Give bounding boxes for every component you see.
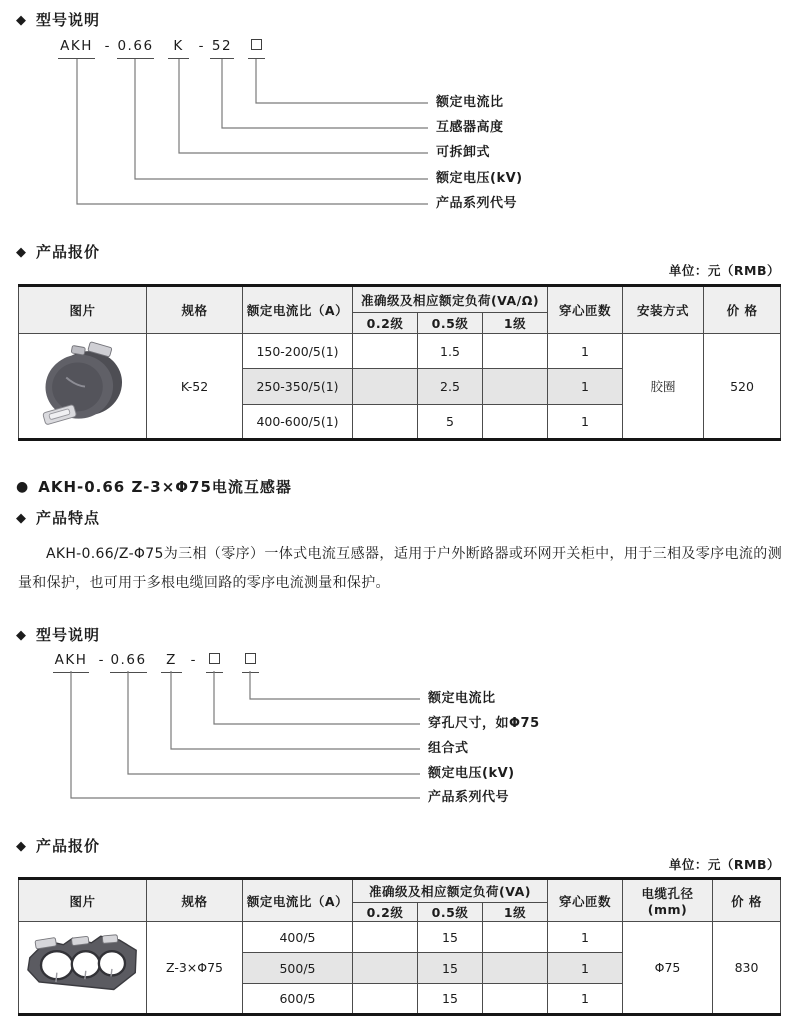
cell-turns: 1 [548,405,623,440]
section-label: 产品报价 [36,837,101,855]
cell-class-05: 5 [418,405,483,440]
model-code-diagram-1 [0,34,800,218]
connector-lines [0,648,460,812]
col-header-picture: 图片 [19,879,147,922]
code-label-detachable-type: 可拆卸式 [436,145,491,160]
code-label-combined-type: 组合式 [428,741,469,756]
diamond-icon: ◆ [16,13,27,28]
code-type: K [168,38,189,59]
col-header-class-1: 1级 [483,313,548,334]
pricing-table-k52 [18,284,781,441]
code-series: AKH [53,652,89,673]
diamond-icon: ◆ [16,839,27,854]
code-dash: - [190,652,196,668]
code-series: AKH [58,38,95,59]
product-image-z3 [19,922,147,1015]
cell-class-1 [483,405,548,440]
col-header-turns: 穿心匝数 [548,286,623,334]
features-paragraph: AKH-0.66/Z-Φ75为三相（零序）一体式电流互感器，适用于户外断路器或环网开关柜中，用于三相及零序电流的测量和保护，也可用于多根电缆回路的零序电流测量和保护。 [18,546,782,591]
section-title-quote-2 [16,836,100,857]
cell-ratio: 250-350/5(1) [243,369,353,405]
product-heading-label: AKH-0.66 Z-3×Φ75电流互感器 [38,478,292,496]
cell-class-02 [353,922,418,953]
section-title-quote-1 [16,242,100,263]
section-label: 产品特点 [36,509,101,527]
col-header-mounting: 安装方式 [623,286,704,334]
three-hole-ct-illustration [22,926,144,1010]
cell-class-02 [353,405,418,440]
product-heading [16,477,292,497]
cell-ratio: 150-200/5(1) [243,334,353,369]
product-image-k52 [19,334,147,440]
diamond-icon: ◆ [16,245,27,260]
section-title-model-spec-2 [16,625,100,646]
mounting-value: 胶圈 [623,334,704,440]
code-label-transformer-height: 互感器高度 [436,120,504,135]
cell-class-1 [483,922,548,953]
col-header-aperture: 电缆孔径(mm) [623,879,713,922]
diamond-icon: ◆ [16,511,27,526]
col-header-accuracy-group: 准确级及相应额定负荷(VA) [353,879,548,903]
diamond-icon: ◆ [16,628,27,643]
col-header-class-05: 0.5级 [418,903,483,922]
cell-class-02 [353,369,418,405]
code-label-series-code: 产品系列代号 [428,790,510,805]
cell-class-1 [483,369,548,405]
col-header-ratio: 额定电流比（A） [243,879,353,922]
col-header-accuracy-group: 准确级及相应额定负荷(VA/Ω) [353,286,548,313]
cell-class-05: 1.5 [418,334,483,369]
cell-ratio: 600/5 [243,984,353,1015]
cell-turns: 1 [548,334,623,369]
col-header-turns: 穿心匝数 [548,879,623,922]
col-header-class-02: 0.2级 [353,903,418,922]
code-dash: - [104,38,110,54]
code-label-rated-voltage: 额定电压(kV) [428,766,515,781]
code-voltage: 0.66 [117,38,154,59]
cell-class-02 [353,984,418,1015]
cell-ratio: 400-600/5(1) [243,405,353,440]
cell-class-05: 2.5 [418,369,483,405]
cell-class-05: 15 [418,953,483,984]
col-header-price: 价 格 [704,286,781,334]
aperture-value: Φ75 [623,922,713,1015]
code-type: Z [161,652,182,673]
unit-note-2: 单位：元（RMB） [668,857,780,872]
code-label-rated-voltage: 额定电压(kV) [436,171,523,186]
price-value: 830 [713,922,781,1015]
col-header-spec: 规格 [147,879,243,922]
cell-class-1 [483,334,548,369]
cell-ratio: 500/5 [243,953,353,984]
cell-class-02 [353,953,418,984]
unit-note-1: 单位：元（RMB） [668,263,780,278]
cell-ratio: 400/5 [243,922,353,953]
code-dash: - [198,38,204,54]
cell-turns: 1 [548,369,623,405]
col-header-class-1: 1级 [483,903,548,922]
model-code-diagram-2 [0,648,800,812]
code-label-rated-current-ratio: 额定电流比 [436,95,504,110]
col-header-price: 价 格 [713,879,781,922]
cell-turns: 1 [548,922,623,953]
code-dash: - [98,652,104,668]
section-title-features [16,508,100,529]
cell-class-05: 15 [418,984,483,1015]
cell-turns: 1 [548,984,623,1015]
section-label: 型号说明 [36,11,101,29]
pricing-table-z3 [18,877,781,1016]
code-label-hole-size: 穿孔尺寸，如Φ75 [428,716,540,731]
col-header-picture: 图片 [19,286,147,334]
code-height: 52 [210,38,234,59]
round-ct-illustration [36,338,130,434]
cell-class-1 [483,984,548,1015]
section-label: 型号说明 [36,626,101,644]
col-header-ratio: 额定电流比（A） [243,286,353,334]
col-header-class-05: 0.5级 [418,313,483,334]
cell-class-02 [353,334,418,369]
cell-class-1 [483,953,548,984]
section-label: 产品报价 [36,243,101,261]
code-label-rated-current-ratio: 额定电流比 [428,691,496,706]
cell-turns: 1 [548,953,623,984]
spec-value: K-52 [147,334,243,440]
connector-lines [0,34,460,218]
cell-class-05: 15 [418,922,483,953]
code-voltage: 0.66 [110,652,147,673]
section-title-model-spec-1 [16,10,100,31]
price-value: 520 [704,334,781,440]
code-label-series-code: 产品系列代号 [436,196,518,211]
col-header-class-02: 0.2级 [353,313,418,334]
bullet-icon: ● [16,479,30,495]
col-header-spec: 规格 [147,286,243,334]
spec-value: Z-3×Φ75 [147,922,243,1015]
